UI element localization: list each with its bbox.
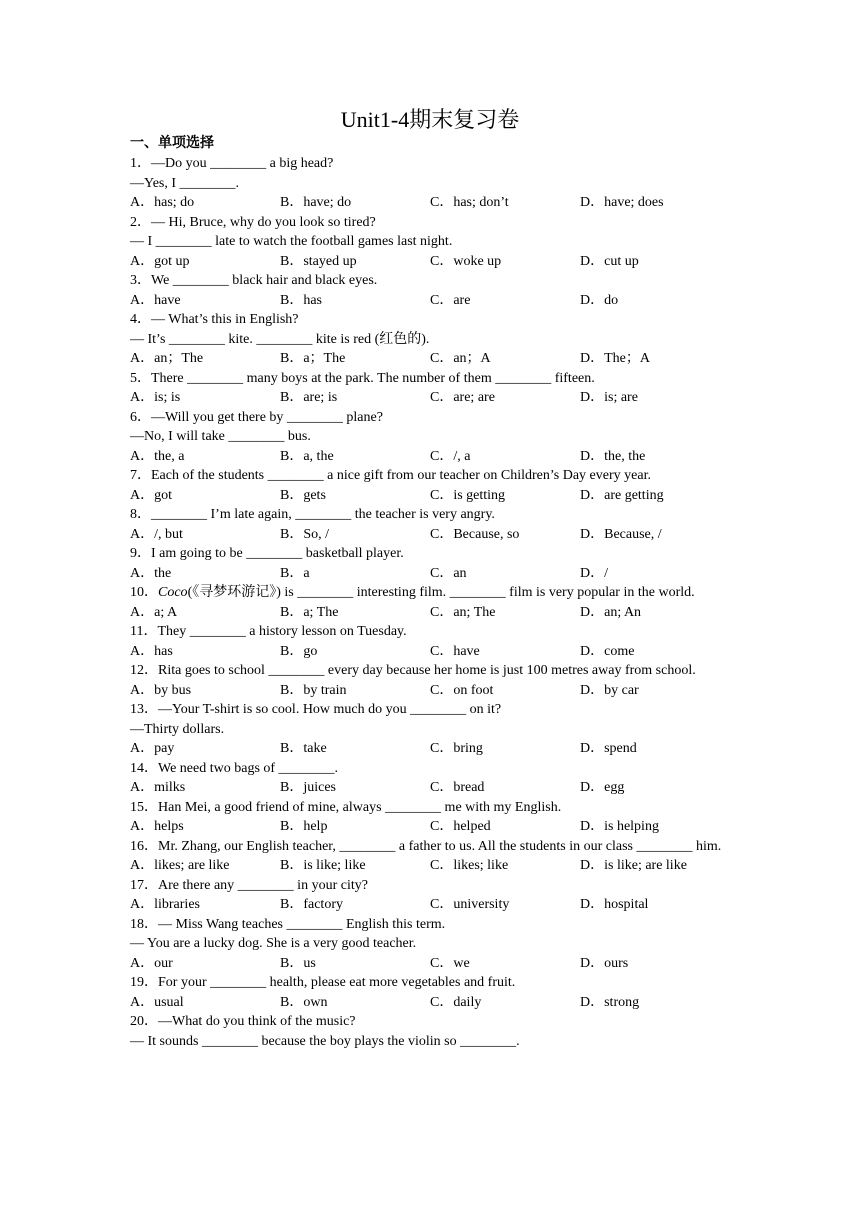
answer-options	[130, 954, 730, 974]
option-d: D．spend	[580, 741, 637, 756]
question-stem: 8．________ I’m late again, ________ the teacher is very angry.	[130, 507, 495, 522]
question-8	[130, 505, 730, 544]
option-a: A．by bus	[130, 682, 192, 698]
question-10	[130, 583, 730, 622]
question-4	[130, 310, 730, 369]
question-list	[130, 154, 730, 1051]
option-a: A．/, but	[130, 526, 183, 542]
page-title: Unit1-4期末复习卷	[340, 107, 520, 132]
option-c: C．is getting	[430, 487, 506, 503]
option-a: A．have	[130, 292, 181, 308]
option-a: A．helps	[130, 819, 184, 834]
option-b: B．help	[280, 819, 328, 834]
option-c: C．likes; like	[430, 858, 509, 873]
question-stem: 18．— Miss Wang teaches ________ English this term.	[130, 916, 446, 932]
option-a: A．the, a	[130, 448, 185, 464]
question-stem: 1．—Do you ________ a big head?	[130, 156, 334, 171]
option-b: B．So, /	[280, 526, 330, 542]
option-b: B．juices	[280, 780, 336, 795]
answer-options	[130, 993, 730, 1013]
option-a: A．the	[130, 565, 172, 581]
question-7	[130, 466, 730, 505]
option-d: D．strong	[580, 994, 640, 1010]
question-reply-line: —No, I will take ________ bus.	[130, 429, 311, 444]
answer-options	[130, 895, 730, 915]
option-c: C．we	[430, 955, 470, 971]
answer-options	[130, 252, 730, 272]
option-d: D．come	[580, 643, 635, 659]
option-d: D．is like; are like	[580, 858, 687, 873]
question-reply-line: — It’s ________ kite. ________ kite is red (红色的).	[130, 331, 430, 347]
option-c: C．Because, so	[430, 526, 520, 542]
option-d: D．the, the	[580, 448, 646, 464]
answer-options	[130, 486, 730, 506]
answer-options	[130, 291, 730, 311]
option-b: B．a；The	[280, 351, 346, 366]
option-d: D．/	[580, 565, 608, 581]
option-b: B．own	[280, 994, 328, 1010]
question-stem: 2．— Hi, Bruce, why do you look so tired?	[130, 214, 376, 230]
option-d: D．is; are	[580, 390, 638, 405]
option-d: D．do	[580, 292, 619, 308]
option-a: A．milks	[130, 780, 186, 795]
option-c: C．an; The	[430, 604, 496, 620]
option-d: D．hospital	[580, 897, 649, 912]
question-19	[130, 973, 730, 1012]
question-stem: 11．They ________ a history lesson on Tuesday.	[130, 624, 407, 639]
option-a: A．an；The	[130, 351, 204, 366]
question-stem: 5．There ________ many boys at the park. The number of them ________ fifteen.	[130, 370, 595, 386]
option-b: B．stayed up	[280, 253, 357, 269]
option-a: A．a; A	[130, 604, 178, 620]
answer-options	[130, 739, 730, 759]
question-stem: 9．I am going to be ________ basketball player.	[130, 546, 404, 561]
answer-options	[130, 817, 730, 837]
option-a: A．likes; are like	[130, 858, 230, 873]
option-c: C．on foot	[430, 682, 494, 698]
option-b: B．us	[280, 955, 316, 971]
question-20	[130, 1012, 730, 1051]
question-stem: 20．—What do you think of the music?	[130, 1014, 356, 1029]
answer-options	[130, 778, 730, 798]
option-d: D．an; An	[580, 604, 642, 620]
option-a: A．has	[130, 643, 173, 659]
option-b: B．a	[280, 565, 310, 581]
option-a: A．got	[130, 487, 172, 503]
answer-options	[130, 642, 730, 662]
question-2	[130, 213, 730, 272]
option-c: C．an；A	[430, 351, 491, 366]
question-stem: 6．—Will you get there by ________ plane?	[130, 409, 383, 425]
question-stem: 19．For your ________ health, please eat more vegetables and fruit.	[130, 975, 516, 990]
question-11	[130, 622, 730, 661]
option-b: B．a, the	[280, 448, 334, 464]
option-a: A．has; do	[130, 195, 195, 210]
question-12	[130, 661, 730, 700]
answer-options	[130, 856, 730, 876]
answer-options	[130, 349, 730, 369]
option-a: A．is; is	[130, 390, 181, 405]
option-a: A．got up	[130, 253, 190, 269]
option-a: A．libraries	[130, 897, 200, 912]
option-b: B．gets	[280, 487, 326, 503]
answer-options	[130, 525, 730, 545]
question-stem: 4．— What’s this in English?	[130, 312, 299, 327]
option-d: D．egg	[580, 780, 625, 795]
question-stem: 15．Han Mei, a good friend of mine, always ________ me with my English.	[130, 799, 562, 815]
question-stem: 7．Each of the students ________ a nice gift from our teacher on Children’s Day every year.	[130, 468, 651, 483]
option-b: B．go	[280, 643, 318, 659]
option-c: C．are	[430, 292, 471, 308]
question-13	[130, 700, 730, 759]
question-stem: 3．We ________ black hair and black eyes.	[130, 273, 378, 288]
option-b: B．factory	[280, 897, 343, 912]
option-b: B．a; The	[280, 604, 339, 620]
option-d: D．are getting	[580, 487, 664, 503]
option-c: C．bring	[430, 741, 483, 756]
question-17	[130, 876, 730, 915]
question-stem: 13．—Your T-shirt is so cool. How much do you ________ on it?	[130, 702, 502, 717]
question-stem: 12．Rita goes to school ________ every day because her home is just 100 metres away from school.	[130, 663, 696, 678]
option-d: D．by car	[580, 682, 639, 698]
question-5	[130, 369, 730, 408]
option-b: B．by train	[280, 682, 347, 698]
question-reply-line: —Yes, I ________.	[130, 175, 240, 191]
option-c: C．woke up	[430, 253, 502, 269]
option-d: D．is helping	[580, 819, 659, 834]
option-b: B．have; do	[280, 195, 352, 210]
question-9	[130, 544, 730, 583]
question-6	[130, 408, 730, 467]
option-d: D．have; does	[580, 195, 664, 210]
question-18	[130, 915, 730, 974]
option-c: C．helped	[430, 819, 491, 834]
option-c: C．/, a	[430, 448, 471, 464]
option-d: D．The；A	[580, 351, 650, 366]
question-stem: 17．Are there any ________ in your city?	[130, 877, 368, 893]
question-15	[130, 798, 730, 837]
question-stem: 14．We need two bags of ________.	[130, 760, 339, 776]
option-c: C．university	[430, 897, 510, 912]
question-16	[130, 837, 730, 876]
option-b: B．has	[280, 292, 322, 308]
option-b: B．are; is	[280, 390, 338, 405]
option-c: C．daily	[430, 994, 482, 1010]
option-c: C．are; are	[430, 390, 495, 405]
question-stem: 10．Coco(《寻梦环游记》) is ________ interesting film. ________ film is very popular in the world.	[130, 585, 695, 600]
option-c: C．has; don’t	[430, 195, 509, 210]
option-d: D．Because, /	[580, 526, 662, 542]
option-c: C．an	[430, 565, 467, 581]
question-reply-line: — It sounds ________ because the boy plays the violin so ________.	[130, 1033, 520, 1049]
answer-options	[130, 603, 730, 623]
option-a: A．usual	[130, 994, 184, 1010]
question-reply-line: — I ________ late to watch the football games last night.	[130, 234, 453, 249]
answer-options	[130, 388, 730, 408]
option-d: D．ours	[580, 955, 629, 971]
question-1	[130, 154, 730, 213]
answer-options	[130, 564, 730, 584]
option-b: B．take	[280, 741, 327, 756]
question-reply-line: — You are a lucky dog. She is a very good teacher.	[130, 936, 417, 951]
question-14	[130, 759, 730, 798]
question-3	[130, 271, 730, 310]
answer-options	[130, 447, 730, 467]
option-c: C．have	[430, 643, 480, 659]
section-heading: 一、单项选择	[130, 136, 214, 151]
question-stem: 16．Mr. Zhang, our English teacher, ________ a father to us. All the students in our class ________ him.	[130, 838, 722, 854]
answer-options	[130, 193, 730, 213]
option-a: A．pay	[130, 741, 175, 756]
option-d: D．cut up	[580, 253, 639, 269]
answer-options	[130, 681, 730, 701]
question-reply-line: —Thirty dollars.	[130, 721, 225, 737]
option-b: B．is like; like	[280, 858, 366, 873]
option-c: C．bread	[430, 780, 485, 795]
option-a: A．our	[130, 955, 173, 971]
